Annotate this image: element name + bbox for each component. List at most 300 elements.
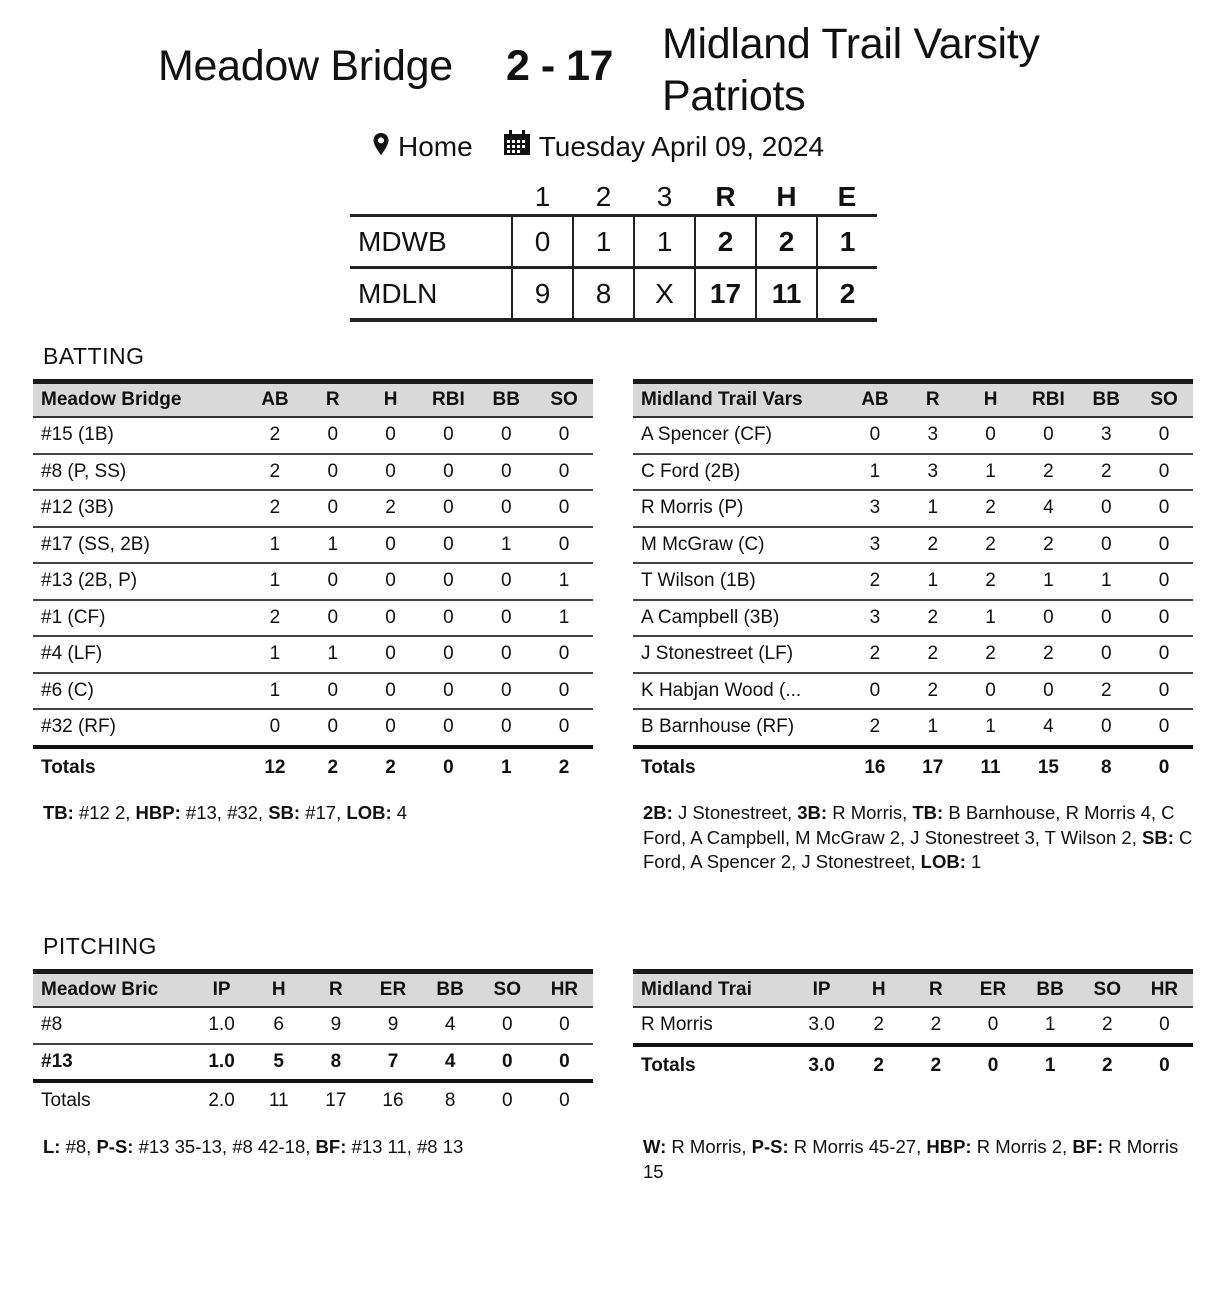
player-row <box>33 490 593 527</box>
stat-cell: 1 <box>869 460 881 482</box>
stat-cell: 3 <box>869 497 881 519</box>
player-name: R Morris (P) <box>641 497 744 519</box>
stat-cell: 2 <box>269 606 281 628</box>
player-name: K Habjan Wood (... <box>641 679 802 701</box>
stat-cell: 1 <box>269 643 281 665</box>
stat-cell: 1 <box>269 570 281 592</box>
away-team-name: Midland Trail Varsity Patriots <box>662 20 1040 120</box>
stat-cell: 2 <box>1101 1014 1113 1036</box>
stat-column-header: R <box>925 389 940 410</box>
note-text: #17, <box>300 802 347 823</box>
stat-cell: 0 <box>1158 606 1170 628</box>
totals-cell: 1 <box>1044 1054 1056 1076</box>
player-row <box>633 709 1193 747</box>
stat-cell: 0 <box>1158 460 1170 482</box>
stat-column-header: R <box>928 979 943 1000</box>
stat-column-header: IP <box>812 979 831 1000</box>
stat-cell: 0 <box>500 716 512 738</box>
stat-cell: 3 <box>869 533 881 555</box>
note-text: R Morris, <box>827 802 913 823</box>
stat-cell: 2 <box>927 606 939 628</box>
totals-cell: 0 <box>1158 756 1170 778</box>
note-label: LOB: <box>920 851 966 872</box>
stat-cell: 2 <box>869 643 881 665</box>
totals-cell: 2 <box>385 756 396 778</box>
stat-cell: 0 <box>985 424 996 446</box>
stat-cell: 2 <box>269 424 281 446</box>
stat-cell: 0 <box>558 424 570 446</box>
stat-cell: 2 <box>873 1014 884 1036</box>
totals-label: Totals <box>41 1090 91 1111</box>
note-text: #12 2, <box>73 802 136 823</box>
stat-cell: 6 <box>273 1014 284 1036</box>
stat-cell: 2 <box>985 533 996 555</box>
linescore-cell: 1 <box>634 216 695 268</box>
stat-cell: 4 <box>444 1050 456 1072</box>
stat-cell: 0 <box>1043 679 1054 701</box>
stat-cell: 0 <box>327 570 339 592</box>
team-column-header: Meadow Bric <box>41 979 159 1000</box>
stat-cell: 0 <box>500 679 512 701</box>
stat-column-header: R <box>325 389 340 410</box>
player-row <box>633 527 1193 564</box>
stat-cell: 1 <box>558 606 570 628</box>
linescore-cell: 2 <box>817 268 877 321</box>
stat-cell: 0 <box>385 606 396 628</box>
stat-column-header: SO <box>550 389 578 410</box>
player-row <box>33 454 593 491</box>
table-header-row <box>633 972 1193 1008</box>
player-row <box>633 454 1193 491</box>
stat-cell: 0 <box>1100 606 1112 628</box>
totals-cell: 2 <box>930 1054 942 1076</box>
stat-cell: 0 <box>327 679 339 701</box>
runs-header: R <box>715 181 736 212</box>
player-name: A Spencer (CF) <box>641 424 772 446</box>
stat-column-header: H <box>871 979 886 1000</box>
stat-cell: 0 <box>558 497 570 519</box>
stat-cell: 0 <box>1158 570 1170 592</box>
stat-column-header: IP <box>212 979 231 1000</box>
inning-header: 2 <box>595 181 612 212</box>
stat-cell: 0 <box>1100 716 1112 738</box>
totals-cell: 8 <box>444 1090 456 1111</box>
note-label: 3B: <box>797 802 828 823</box>
note-label: P-S: <box>96 1136 134 1157</box>
player-name: #8 <box>41 1014 63 1036</box>
stat-cell: 1 <box>985 460 996 482</box>
stat-cell: 2 <box>985 643 996 665</box>
stat-cell: 2 <box>1043 643 1054 665</box>
linescore-table <box>350 180 877 322</box>
stat-cell: 0 <box>558 533 570 555</box>
home-pitching-table <box>33 969 593 1119</box>
stat-cell: 0 <box>385 424 396 446</box>
player-row <box>633 673 1193 710</box>
player-name: A Campbell (3B) <box>641 606 780 628</box>
stat-cell: 0 <box>500 643 512 665</box>
stat-column-header: SO <box>1150 389 1178 410</box>
stat-cell: 2 <box>269 460 281 482</box>
totals-cell: 2 <box>327 756 339 778</box>
player-row <box>33 600 593 637</box>
player-row <box>633 490 1193 527</box>
stat-cell: 0 <box>559 1050 570 1072</box>
note-text: C Ford, A Spencer 2, J Stonestreet, <box>643 826 1193 872</box>
player-row <box>33 673 593 710</box>
player-row <box>33 527 593 564</box>
note-label: HBP: <box>135 802 181 823</box>
totals-cell: 12 <box>264 756 286 778</box>
totals-cell: 16 <box>382 1090 404 1111</box>
stat-cell: 7 <box>387 1050 399 1072</box>
stat-cell: 9 <box>387 1014 399 1036</box>
stat-cell: 3 <box>869 606 881 628</box>
stat-cell: 0 <box>443 497 454 519</box>
linescore-cell: 17 <box>695 268 756 321</box>
stat-cell: 8 <box>330 1050 342 1072</box>
stat-column-header: BB <box>436 979 464 1000</box>
home-batting-notes <box>43 801 593 826</box>
stat-cell: 0 <box>869 679 881 701</box>
stat-column-header: BB <box>492 389 520 410</box>
stat-cell: 2 <box>869 570 881 592</box>
totals-cell: 15 <box>1037 756 1059 778</box>
player-name: #32 (RF) <box>41 716 116 738</box>
stat-cell: 1 <box>1100 570 1112 592</box>
stat-cell: 4 <box>1043 497 1054 519</box>
note-label: SB: <box>1142 826 1174 848</box>
note-text: #8, <box>60 1136 97 1157</box>
player-row <box>33 563 593 600</box>
totals-label: Totals <box>641 1054 696 1076</box>
team-column-header: Meadow Bridge <box>41 389 182 410</box>
note-label: SB: <box>268 802 301 823</box>
stat-cell: 0 <box>443 679 454 701</box>
away-pitching-notes <box>643 1135 1193 1184</box>
player-row <box>33 1044 593 1082</box>
player-row <box>33 417 593 454</box>
stat-cell: 0 <box>327 716 339 738</box>
stat-cell: 0 <box>1100 643 1112 665</box>
stat-column-header: RBI <box>432 389 465 410</box>
stat-cell: 0 <box>500 570 512 592</box>
stat-cell: 0 <box>443 606 454 628</box>
note-label: TB: <box>912 802 944 823</box>
player-row <box>33 709 593 747</box>
stat-cell: 2 <box>869 716 881 738</box>
player-row <box>33 636 593 673</box>
stat-cell: 0 <box>385 460 396 482</box>
stat-cell: 0 <box>443 460 454 482</box>
stat-cell: 3.0 <box>808 1014 835 1036</box>
linescore-team: MDLN <box>358 277 438 309</box>
totals-cell: 0 <box>443 756 454 778</box>
stat-cell: 0 <box>385 533 396 555</box>
table-header-row <box>633 382 1193 418</box>
player-name: #6 (C) <box>41 679 94 701</box>
stat-cell: 4 <box>444 1014 456 1036</box>
totals-label: Totals <box>41 756 96 778</box>
stat-cell: 3 <box>927 424 939 446</box>
stat-cell: 0 <box>558 460 570 482</box>
note-label: P-S: <box>751 1136 789 1157</box>
pitching-section-title: PITCHING <box>43 933 157 959</box>
game-date: Tuesday April 09, 2024 <box>538 130 825 162</box>
inning-header: 3 <box>656 181 673 212</box>
player-name: T Wilson (1B) <box>641 570 756 592</box>
note-text: R Morris 45-27, <box>788 1136 927 1157</box>
stat-cell: 0 <box>869 424 881 446</box>
linescore-cell: 8 <box>573 268 634 321</box>
stat-cell: 0 <box>443 424 454 446</box>
totals-row <box>33 1081 593 1119</box>
stat-column-header: SO <box>1093 979 1121 1000</box>
stat-cell: 0 <box>558 716 570 738</box>
linescore-cell: 2 <box>695 216 756 268</box>
stat-column-header: BB <box>1092 389 1120 410</box>
player-name: B Barnhouse (RF) <box>641 716 795 738</box>
stat-cell: 0 <box>1158 424 1170 446</box>
totals-cell: 0 <box>987 1054 999 1076</box>
stat-cell: 2 <box>985 570 996 592</box>
player-name: #17 (SS, 2B) <box>41 533 150 555</box>
stat-cell: 0 <box>327 424 339 446</box>
totals-cell: 17 <box>325 1090 347 1111</box>
stat-cell: 2 <box>985 497 996 519</box>
stat-cell: 0 <box>559 1014 570 1036</box>
note-text: R Morris 15 <box>643 1136 1179 1182</box>
stat-cell: 1 <box>327 533 339 555</box>
totals-row <box>33 747 593 787</box>
stat-cell: 0 <box>558 679 570 701</box>
stat-cell: 9 <box>330 1014 342 1036</box>
player-row <box>33 1007 593 1044</box>
note-label: BF: <box>315 1136 347 1157</box>
stat-cell: 2 <box>385 497 396 519</box>
linescore-row <box>350 216 877 268</box>
table-header-row <box>33 382 593 418</box>
stat-cell: 1 <box>927 716 939 738</box>
totals-row <box>633 1045 1193 1085</box>
stat-cell: 1 <box>927 497 939 519</box>
stat-cell: 1 <box>985 716 996 738</box>
stat-cell: 1 <box>558 570 570 592</box>
calendar-icon <box>503 130 531 163</box>
stat-cell: 0 <box>1159 1014 1170 1036</box>
batting-section-title: BATTING <box>43 343 145 369</box>
stat-cell: 0 <box>443 643 454 665</box>
home-batting-table <box>33 379 593 787</box>
stat-cell: 0 <box>501 1014 513 1036</box>
player-row <box>633 636 1193 673</box>
player-name: M McGraw (C) <box>641 533 765 555</box>
stat-cell: 0 <box>327 606 339 628</box>
errors-header: E <box>837 181 857 212</box>
stat-cell: 2 <box>1100 460 1112 482</box>
note-label: TB: <box>43 802 74 823</box>
stat-cell: 0 <box>1043 424 1054 446</box>
away-batting-notes <box>643 801 1193 875</box>
stat-cell: 0 <box>1043 606 1054 628</box>
stat-cell: 0 <box>1158 679 1170 701</box>
stat-cell: 0 <box>443 716 454 738</box>
totals-cell: 11 <box>268 1090 289 1111</box>
stat-cell: 1 <box>1043 570 1054 592</box>
stat-cell: 1 <box>269 679 281 701</box>
totals-label: Totals <box>641 756 696 778</box>
stat-column-header: BB <box>1036 979 1064 1000</box>
stat-cell: 1 <box>1044 1014 1056 1036</box>
stat-column-header: AB <box>261 389 289 410</box>
totals-cell: 17 <box>922 756 944 778</box>
linescore-cell: 2 <box>756 216 817 268</box>
stat-cell: 0 <box>500 606 512 628</box>
stat-column-header: AB <box>861 389 889 410</box>
stat-column-header: R <box>328 979 343 1000</box>
stat-cell: 0 <box>500 424 512 446</box>
player-row <box>633 417 1193 454</box>
player-name: #12 (3B) <box>41 497 114 519</box>
totals-cell: 2.0 <box>208 1090 235 1111</box>
note-text: 1 <box>965 851 982 872</box>
stat-cell: 0 <box>269 716 281 738</box>
stat-cell: 0 <box>443 570 454 592</box>
player-name: #8 (P, SS) <box>41 460 127 482</box>
player-row <box>633 600 1193 637</box>
note-text: #13 11, #8 13 <box>346 1136 464 1157</box>
player-name: C Ford (2B) <box>641 460 741 482</box>
stat-cell: 0 <box>1158 716 1170 738</box>
totals-cell: 2 <box>873 1054 884 1076</box>
home-team-name: Meadow Bridge <box>158 42 453 90</box>
stat-column-header: HR <box>1150 979 1179 1000</box>
note-text: 4 <box>391 802 408 823</box>
note-label: LOB: <box>346 802 392 823</box>
stat-cell: 1 <box>269 533 281 555</box>
stat-column-header: H <box>383 389 398 410</box>
away-batting-table <box>633 379 1193 787</box>
stat-column-header: RBI <box>1032 389 1065 410</box>
away-pitching-table <box>633 969 1193 1085</box>
stat-cell: 0 <box>987 1014 999 1036</box>
stat-cell: 1.0 <box>208 1050 235 1072</box>
location-label: Home <box>398 130 473 162</box>
stat-cell: 0 <box>1158 533 1170 555</box>
totals-cell: 2 <box>558 756 570 778</box>
table-header-row <box>33 972 593 1008</box>
stat-cell: 2 <box>1043 533 1054 555</box>
stat-cell: 0 <box>1158 497 1170 519</box>
player-name: #13 <box>41 1050 73 1072</box>
player-name: J Stonestreet (LF) <box>641 643 794 665</box>
note-text: B Barnhouse, R Morris 4, C Ford, A Campbell, M McGraw 2, J Stonestreet 3, T Wilson 2, <box>643 802 1175 848</box>
hits-header: H <box>776 181 797 212</box>
stat-cell: 0 <box>385 570 396 592</box>
stat-cell: 0 <box>385 679 396 701</box>
note-label: HBP: <box>926 1136 972 1157</box>
note-text: J Stonestreet, <box>672 802 798 823</box>
inning-header: 1 <box>534 181 551 212</box>
stat-cell: 1 <box>327 643 339 665</box>
stat-cell: 0 <box>443 533 454 555</box>
stat-cell: 1.0 <box>208 1014 235 1036</box>
stat-cell: 2 <box>1100 679 1112 701</box>
stat-cell: 5 <box>273 1050 284 1072</box>
totals-cell: 11 <box>980 756 1001 778</box>
stat-cell: 3 <box>927 460 939 482</box>
linescore-row <box>350 268 877 321</box>
player-name: #15 (1B) <box>41 424 114 446</box>
linescore-cell: 9 <box>512 268 573 321</box>
totals-row <box>633 747 1193 787</box>
stat-cell: 0 <box>558 643 570 665</box>
stat-cell: 2 <box>930 1014 942 1036</box>
stat-cell: 0 <box>1100 533 1112 555</box>
stat-cell: 0 <box>1158 643 1170 665</box>
stat-cell: 0 <box>385 643 396 665</box>
note-text: R Morris, <box>666 1136 752 1157</box>
note-label: 2B: <box>643 802 673 823</box>
stat-column-header: H <box>271 979 286 1000</box>
stat-cell: 0 <box>500 460 512 482</box>
player-name: #13 (2B, P) <box>41 570 138 592</box>
note-label: L: <box>43 1136 61 1157</box>
note-label: W: <box>643 1136 667 1157</box>
totals-cell: 16 <box>864 756 886 778</box>
stat-cell: 0 <box>327 460 339 482</box>
stat-cell: 0 <box>327 497 339 519</box>
stat-cell: 2 <box>927 533 939 555</box>
note-label: BF: <box>1072 1136 1104 1157</box>
totals-cell: 0 <box>1159 1054 1170 1076</box>
stat-cell: 0 <box>985 679 996 701</box>
stat-cell: 1 <box>927 570 939 592</box>
totals-cell: 0 <box>559 1090 570 1111</box>
player-row <box>633 1007 1193 1045</box>
player-row <box>633 563 1193 600</box>
note-text: R Morris 2, <box>971 1136 1073 1157</box>
stat-cell: 2 <box>1043 460 1054 482</box>
linescore-cell: 0 <box>512 216 573 268</box>
final-score: 2 - 17 <box>506 42 613 90</box>
totals-cell: 2 <box>1101 1054 1113 1076</box>
team-column-header: Midland Trai <box>641 979 752 1000</box>
stat-cell: 3 <box>1100 424 1112 446</box>
stat-column-header: ER <box>979 979 1007 1000</box>
totals-cell: 8 <box>1100 756 1112 778</box>
linescore-cell: 11 <box>756 268 817 321</box>
player-name: #1 (CF) <box>41 606 106 628</box>
linescore-team: MDWB <box>358 225 447 257</box>
stat-cell: 2 <box>927 679 939 701</box>
team-column-header: Midland Trail Vars <box>641 389 803 410</box>
stat-cell: 1 <box>985 606 996 628</box>
stat-cell: 4 <box>1043 716 1054 738</box>
stat-column-header: ER <box>379 979 407 1000</box>
game-meta <box>372 130 824 163</box>
totals-cell: 1 <box>500 756 512 778</box>
stat-cell: 2 <box>269 497 281 519</box>
player-name: R Morris <box>641 1014 713 1036</box>
linescore-cell: 1 <box>573 216 634 268</box>
note-text: #13, #32, <box>180 802 269 823</box>
map-pin-icon <box>372 131 390 163</box>
stat-cell: 0 <box>385 716 396 738</box>
stat-column-header: HR <box>550 979 579 1000</box>
stat-cell: 0 <box>1100 497 1112 519</box>
player-name: #4 (LF) <box>41 643 103 665</box>
